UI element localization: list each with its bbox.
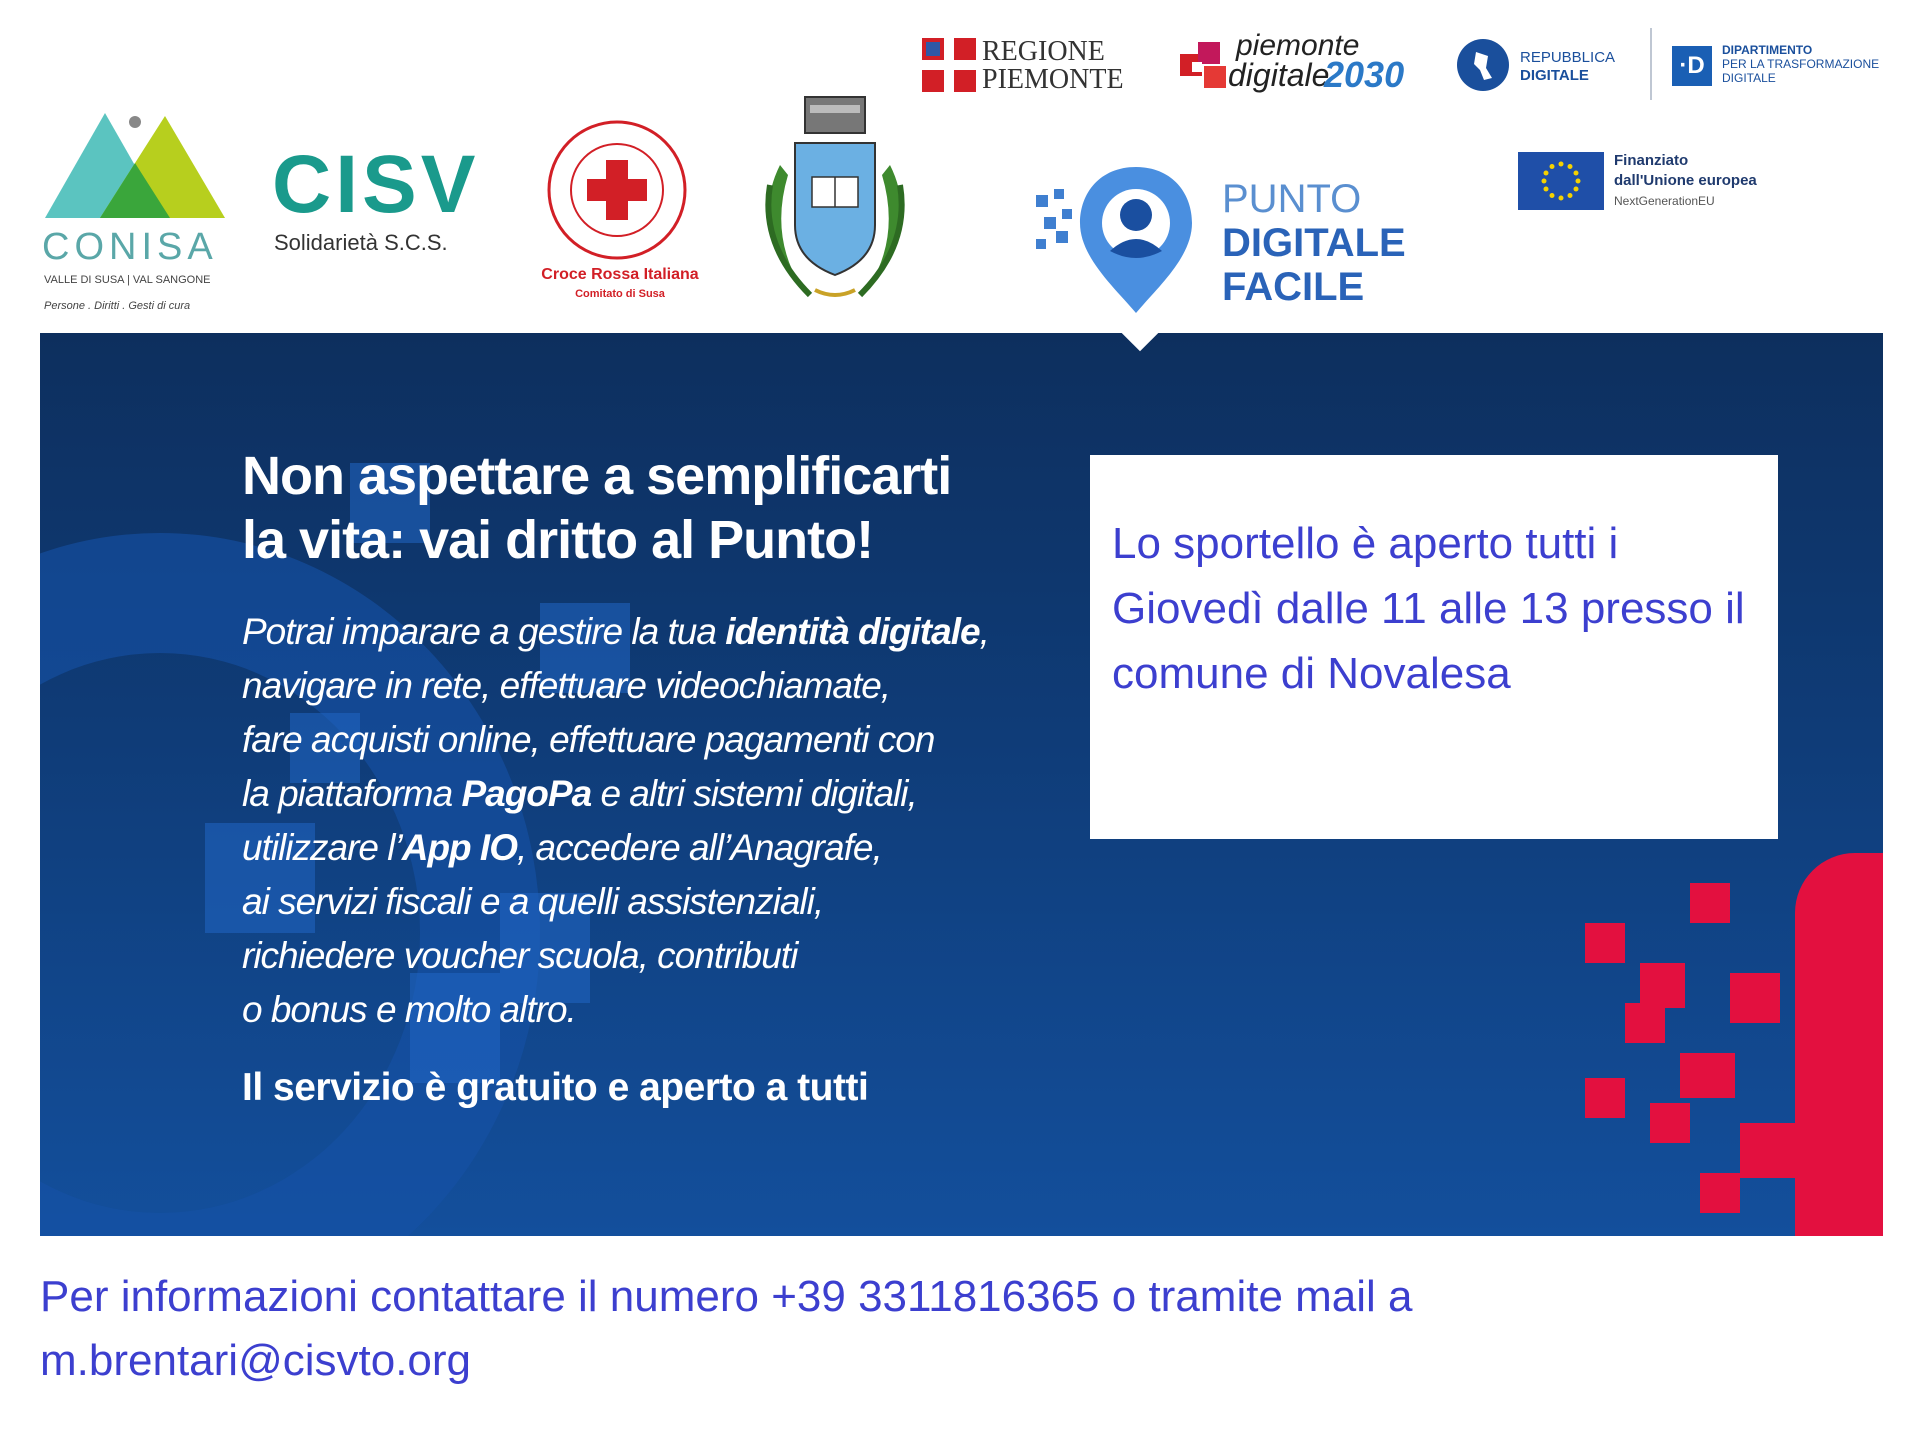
conisa-line1: VALLE DI SUSA | VAL SANGONE bbox=[44, 274, 211, 286]
body-line: richiedere voucher scuola, contributi bbox=[242, 935, 798, 976]
pixel-decor bbox=[1740, 1123, 1795, 1178]
body-line: o bonus e molto altro. bbox=[242, 989, 576, 1030]
piemonte-digitale-year: 2030 bbox=[1324, 54, 1405, 95]
cisv-sub: Solidarietà S.C.S. bbox=[274, 230, 448, 255]
punto-digitale-facile-logo bbox=[1032, 165, 1412, 315]
dipartimento-line2: PER LA TRASFORMAZIONE bbox=[1722, 57, 1880, 71]
contact-info: Per informazioni contattare il numero +39 3311816365 o tramite mail a m.brentari@cisvto.org bbox=[40, 1272, 1413, 1385]
pixel-decor bbox=[1690, 883, 1730, 923]
opening-hours-box bbox=[1090, 455, 1778, 839]
pdf-line1: PUNTO bbox=[1222, 177, 1362, 221]
pixel-decor bbox=[1680, 1053, 1735, 1098]
banner-notch bbox=[1112, 333, 1169, 351]
coat-of-arms-icon bbox=[740, 95, 930, 310]
repubblica-line1: REPUBBLICA bbox=[1520, 49, 1616, 66]
eu-line1: Finanziato bbox=[1614, 152, 1689, 169]
opening-hours-text: Lo sportello è aperto tutti i Giovedì dalle 11 alle 13 presso il comune di Novalesa bbox=[1112, 519, 1745, 698]
repubblica-digitale-logo bbox=[1456, 36, 1636, 96]
piemonte-digitale-line2: digitale bbox=[1228, 57, 1330, 93]
pixel-decor bbox=[1730, 973, 1780, 1023]
pdf-line3: FACILE bbox=[1222, 265, 1365, 309]
eu-line3: NextGenerationEU bbox=[1614, 194, 1715, 208]
body-line: Potrai imparare a gestire la tua identità digitale, bbox=[242, 611, 989, 652]
body-line: fare acquisti online, effettuare pagamenti con bbox=[242, 719, 935, 760]
pixel-decor bbox=[1700, 1173, 1740, 1213]
cisv-logo bbox=[272, 140, 492, 260]
body-line: navigare in rete, effettuare videochiamate, bbox=[242, 665, 891, 706]
pdf-line2: DIGITALE bbox=[1222, 221, 1406, 265]
regione-line1: REGIONE bbox=[982, 36, 1105, 67]
repubblica-digitale-icon bbox=[1456, 38, 1510, 92]
dipartimento-line3: DIGITALE bbox=[1722, 71, 1776, 85]
croce-rossa-sub: Comitato di Susa bbox=[575, 288, 665, 300]
dipartimento-d-icon: ·D bbox=[1672, 46, 1712, 86]
free-service-line: Il servizio è gratuito e aperto a tutti bbox=[242, 1066, 869, 1109]
pixel-decor bbox=[1585, 1078, 1625, 1118]
regione-piemonte-logo bbox=[922, 36, 1124, 96]
conisa-logo bbox=[40, 108, 230, 313]
banner-headline bbox=[242, 444, 1072, 572]
headline-line-2: la vita: vai dritto al Punto! bbox=[242, 510, 874, 570]
novalesa-coat-of-arms bbox=[740, 95, 930, 310]
croce-rossa-name: Croce Rossa Italiana bbox=[541, 266, 699, 283]
croce-rossa-logo bbox=[520, 118, 720, 308]
pixel-decor bbox=[1640, 963, 1685, 1008]
dipartimento-line1: DIPARTIMENTO bbox=[1722, 43, 1813, 57]
eu-funding-logo bbox=[1518, 150, 1818, 212]
pixel-decor bbox=[1795, 853, 1883, 1236]
pixel-decor bbox=[1585, 923, 1625, 963]
pixel-decor bbox=[1625, 1003, 1665, 1043]
pixel-decor bbox=[1650, 1103, 1690, 1143]
body-line: la piattaforma PagoPa e altri sistemi digitali, bbox=[242, 773, 917, 814]
piemonte-digitale-line1: piemonte bbox=[1236, 29, 1360, 62]
repubblica-line2: DIGITALE bbox=[1520, 67, 1589, 84]
location-pin-icon bbox=[1032, 165, 1202, 315]
red-cross-icon bbox=[542, 118, 692, 268]
regione-line2: PIEMONTE bbox=[982, 64, 1124, 95]
conisa-line2: Persone . Diritti . Gesti di cura bbox=[44, 300, 191, 312]
cisv-name: CISV bbox=[272, 139, 480, 230]
banner-body-text bbox=[242, 605, 1062, 1037]
regione-flag-icon bbox=[922, 38, 976, 92]
body-line: utilizzare l’App IO, accedere all’Anagrafe, bbox=[242, 827, 882, 868]
headline-line-1: Non aspettare a semplificarti bbox=[242, 446, 952, 506]
conisa-mountains-icon bbox=[40, 108, 230, 228]
eu-flag-icon bbox=[1518, 152, 1604, 210]
body-line: ai servizi fiscali e a quelli assistenziali, bbox=[242, 881, 824, 922]
eu-line2: dall'Unione europea bbox=[1614, 172, 1757, 189]
dipartimento-logo bbox=[1672, 42, 1912, 98]
piemonte-digitale-logo bbox=[1178, 30, 1428, 100]
conisa-name: CONISA bbox=[42, 226, 218, 268]
logo-divider bbox=[1650, 28, 1652, 100]
